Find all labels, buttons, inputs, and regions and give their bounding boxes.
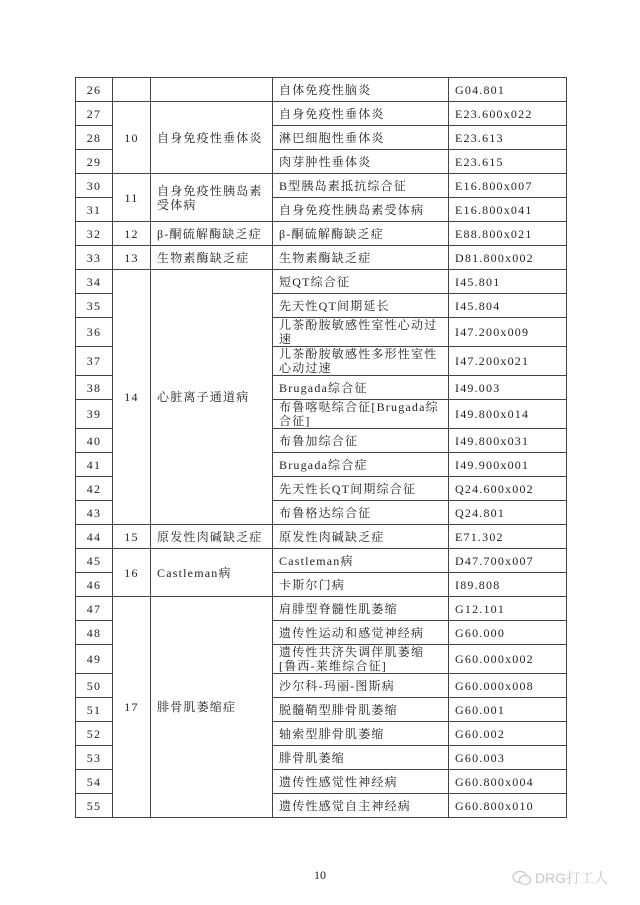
group-disease-name: 腓骨肌萎缩症 [151, 597, 273, 818]
diagnosis-code: E16.800x007 [449, 174, 567, 198]
table-row [76, 549, 567, 573]
row-index: 31 [76, 198, 113, 222]
row-index: 44 [76, 525, 113, 549]
table-row [76, 270, 567, 294]
diagnosis-name: 布鲁格达综合征 [273, 501, 449, 525]
diagnosis-name: 遗传性感觉性神经病 [273, 770, 449, 794]
row-index: 38 [76, 376, 113, 400]
diagnosis-code: G04.801 [449, 78, 567, 102]
row-index: 52 [76, 722, 113, 746]
diagnosis-name: 先天性长QT间期综合征 [273, 477, 449, 501]
table-row [76, 78, 567, 102]
diagnosis-code: D81.800x002 [449, 246, 567, 270]
diagnosis-code: G60.000x002 [449, 645, 567, 674]
diagnosis-name: 自体免疫性脑炎 [273, 78, 449, 102]
group-disease-name: β-酮硫解酶缺乏症 [151, 222, 273, 246]
row-index: 43 [76, 501, 113, 525]
diagnosis-code: E71.302 [449, 525, 567, 549]
diagnosis-code: Q24.600x002 [449, 477, 567, 501]
watermark [512, 868, 608, 888]
row-index: 37 [76, 347, 113, 376]
row-index: 42 [76, 477, 113, 501]
table-row [76, 222, 567, 246]
group-disease-name: 原发性肉碱缺乏症 [151, 525, 273, 549]
diagnosis-code: G60.800x010 [449, 794, 567, 818]
table-row [76, 525, 567, 549]
diagnosis-name: 短QT综合征 [273, 270, 449, 294]
row-index: 50 [76, 674, 113, 698]
row-index: 41 [76, 453, 113, 477]
table-row [76, 174, 567, 198]
group-disease-name: 自身免疫性胰岛素受体病 [151, 174, 273, 222]
diagnosis-code: G60.000x008 [449, 674, 567, 698]
disease-code-table [75, 77, 567, 818]
diagnosis-name: 自身免疫性胰岛素受体病 [273, 198, 449, 222]
row-index: 39 [76, 400, 113, 429]
watermark-text: DRG打工人 [535, 870, 609, 886]
row-index: 55 [76, 794, 113, 818]
diagnosis-name: 自身免疫性垂体炎 [273, 102, 449, 126]
row-index: 33 [76, 246, 113, 270]
diagnosis-name: 淋巴细胞性垂体炎 [273, 126, 449, 150]
wechat-icon [512, 870, 532, 886]
table-row [76, 102, 567, 126]
diagnosis-name: 儿茶酚胺敏感性多形性室性心动过速 [273, 347, 449, 376]
diagnosis-name: 儿茶酚胺敏感性室性心动过速 [273, 318, 449, 347]
row-index: 30 [76, 174, 113, 198]
table-row [76, 246, 567, 270]
row-index: 51 [76, 698, 113, 722]
row-index: 29 [76, 150, 113, 174]
page-number: 10 [314, 868, 326, 882]
row-index: 34 [76, 270, 113, 294]
diagnosis-code: G60.001 [449, 698, 567, 722]
group-disease-name: 心脏离子通道病 [151, 270, 273, 525]
diagnosis-code: G60.000 [449, 621, 567, 645]
diagnosis-name: 遗传性感觉自主神经病 [273, 794, 449, 818]
diagnosis-name: B型胰岛素抵抗综合征 [273, 174, 449, 198]
diagnosis-name: 轴索型腓骨肌萎缩 [273, 722, 449, 746]
diagnosis-name: 遗传性运动和感觉神经病 [273, 621, 449, 645]
diagnosis-code: I89.808 [449, 573, 567, 597]
row-index: 27 [76, 102, 113, 126]
row-index: 28 [76, 126, 113, 150]
diagnosis-code: D47.700x007 [449, 549, 567, 573]
diagnosis-name: Brugada综合症 [273, 453, 449, 477]
group-disease-name: 自身免疫性垂体炎 [151, 102, 273, 174]
diagnosis-code: I47.200x021 [449, 347, 567, 376]
diagnosis-name: 肉芽肿性垂体炎 [273, 150, 449, 174]
diagnosis-code: I49.003 [449, 376, 567, 400]
diagnosis-name: 布鲁喀哒综合征[Brugada综合征] [273, 400, 449, 429]
diagnosis-name: β-酮硫解酶缺乏症 [273, 222, 449, 246]
group-number: 12 [113, 222, 151, 246]
row-index: 35 [76, 294, 113, 318]
group-number: 17 [113, 597, 151, 818]
diagnosis-code: G60.002 [449, 722, 567, 746]
diagnosis-code: I47.200x009 [449, 318, 567, 347]
diagnosis-name: 先天性QT间期延长 [273, 294, 449, 318]
group-number: 11 [113, 174, 151, 222]
group-disease-name: Castleman病 [151, 549, 273, 597]
diagnosis-name: 原发性肉碱缺乏症 [273, 525, 449, 549]
diagnosis-code: I49.800x014 [449, 400, 567, 429]
diagnosis-code: E16.800x041 [449, 198, 567, 222]
diagnosis-code: I45.804 [449, 294, 567, 318]
row-index: 53 [76, 746, 113, 770]
diagnosis-name: 遗传性共济失调伴肌萎缩[鲁西-莱维综合征] [273, 645, 449, 674]
row-index: 54 [76, 770, 113, 794]
row-index: 36 [76, 318, 113, 347]
table-body [76, 78, 567, 818]
diagnosis-code: E23.600x022 [449, 102, 567, 126]
diagnosis-name: 沙尔科-玛丽-图斯病 [273, 674, 449, 698]
row-index: 47 [76, 597, 113, 621]
diagnosis-name: Castleman病 [273, 549, 449, 573]
group-number: 13 [113, 246, 151, 270]
row-index: 40 [76, 429, 113, 453]
row-index: 49 [76, 645, 113, 674]
diagnosis-code: I49.800x031 [449, 429, 567, 453]
group-number [113, 78, 151, 102]
row-index: 26 [76, 78, 113, 102]
group-number: 16 [113, 549, 151, 597]
diagnosis-code: G60.800x004 [449, 770, 567, 794]
diagnosis-code: E88.800x021 [449, 222, 567, 246]
diagnosis-code: G60.003 [449, 746, 567, 770]
diagnosis-code: I45.801 [449, 270, 567, 294]
diagnosis-code: Q24.801 [449, 501, 567, 525]
diagnosis-name: 腓骨肌萎缩 [273, 746, 449, 770]
group-number: 15 [113, 525, 151, 549]
diagnosis-name: Brugada综合征 [273, 376, 449, 400]
diagnosis-name: 肩腓型脊髓性肌萎缩 [273, 597, 449, 621]
diagnosis-name: 脱髓鞘型腓骨肌萎缩 [273, 698, 449, 722]
diagnosis-code: I49.900x001 [449, 453, 567, 477]
row-index: 32 [76, 222, 113, 246]
diagnosis-name: 卡斯尔门病 [273, 573, 449, 597]
row-index: 48 [76, 621, 113, 645]
diagnosis-name: 布鲁加综合征 [273, 429, 449, 453]
group-disease-name [151, 78, 273, 102]
group-number: 14 [113, 270, 151, 525]
diagnosis-code: E23.613 [449, 126, 567, 150]
table-row [76, 597, 567, 621]
diagnosis-name: 生物素酶缺乏症 [273, 246, 449, 270]
group-number: 10 [113, 102, 151, 174]
row-index: 45 [76, 549, 113, 573]
group-disease-name: 生物素酶缺乏症 [151, 246, 273, 270]
row-index: 46 [76, 573, 113, 597]
diagnosis-code: E23.615 [449, 150, 567, 174]
diagnosis-code: G12.101 [449, 597, 567, 621]
